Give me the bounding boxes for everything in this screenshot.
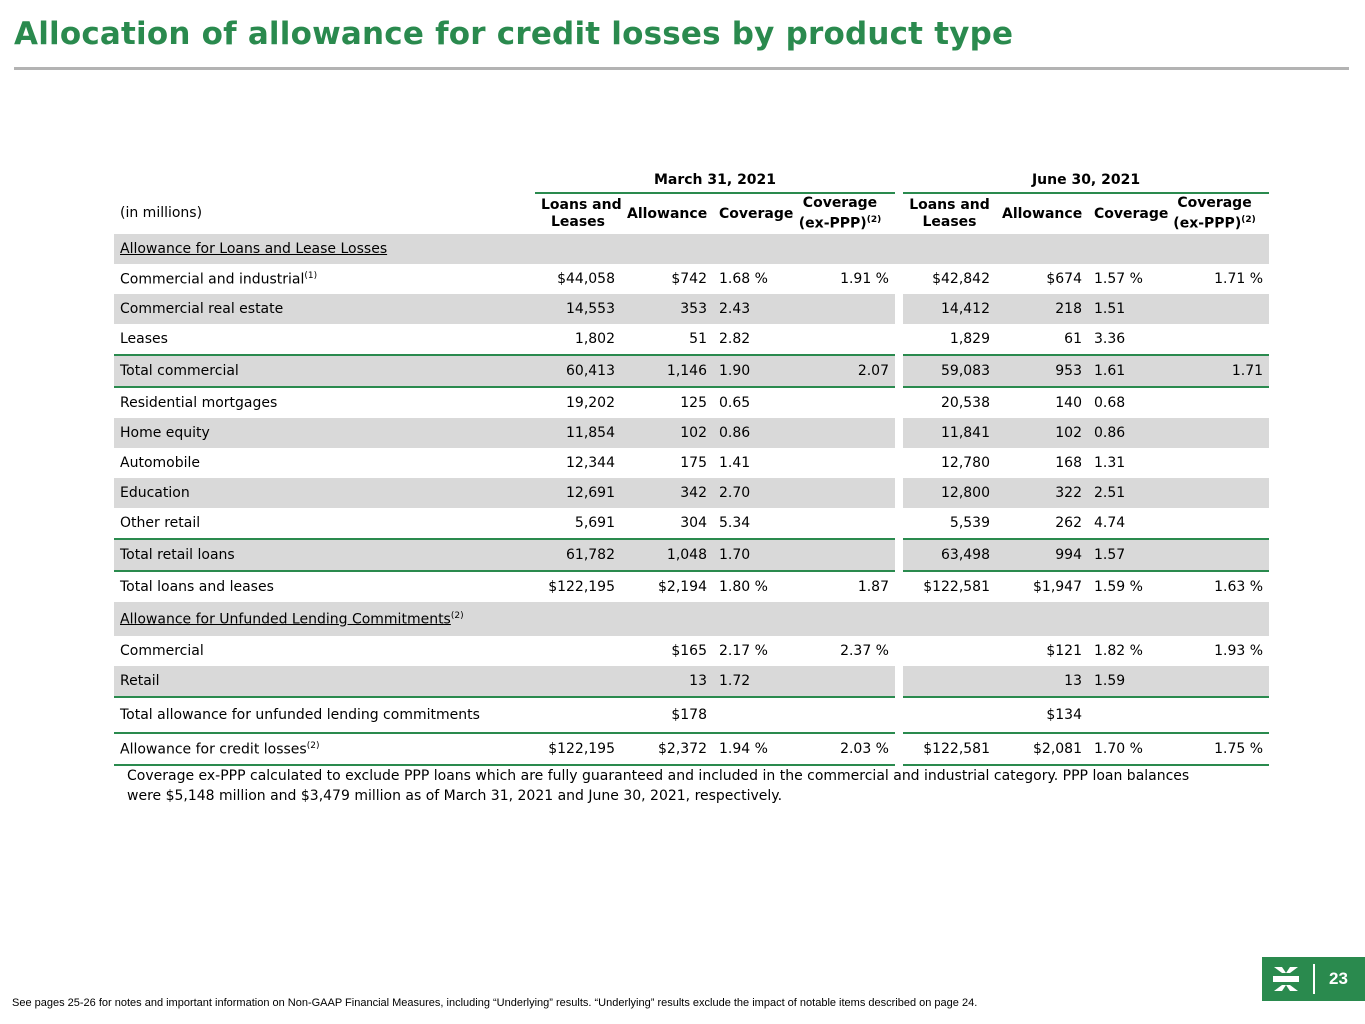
cell-coverage-ex-ppp-q2: 1.71 [1160, 355, 1269, 387]
cell-allowance-q1: 125 [680, 395, 707, 411]
cell-allowance-q2: 140 [1055, 395, 1082, 411]
table-row [114, 387, 1269, 418]
table-row [114, 418, 1269, 448]
cell-loans-q2: $122,581 [903, 571, 996, 602]
cell-coverage-q2: 1.82 % [1094, 643, 1143, 659]
cell-coverage-q2: 2.51 [1088, 478, 1160, 508]
cell-allowance-q1: 175 [680, 455, 707, 471]
cell-loans-q1: 61,782 [535, 539, 621, 571]
cell-allowance-q1: 102 [621, 418, 713, 448]
cell-loans-q2: 5,539 [949, 515, 990, 531]
section-label: Allowance for Loans and Lease Losses [120, 241, 388, 257]
cell-coverage-q2: 3.36 [1094, 331, 1126, 347]
table-row [114, 324, 1269, 355]
cell-coverage-q1: 0.65 [719, 395, 751, 411]
cell-coverage-ex-ppp-q2: 1.63 % [1160, 571, 1269, 602]
page-title: Allocation of allowance for credit losses by product type [14, 16, 1014, 52]
cell-allowance-q2: 994 [996, 539, 1088, 571]
cell-loans-q1: $44,058 [557, 271, 615, 287]
table-row [114, 294, 1269, 324]
table-row-unfunded [114, 636, 1269, 666]
cell-coverage-q2: 0.68 [1094, 395, 1126, 411]
table-row [114, 508, 1269, 539]
cell-allowance-q1: $165 [671, 643, 707, 659]
row-label: Total loans and leases [114, 571, 535, 602]
cell-coverage-q1: 2.43 [713, 294, 785, 324]
col-loans-q2: Loans and Leases [909, 197, 990, 230]
row-label: Total retail loans [114, 539, 535, 571]
table-row [114, 355, 1269, 387]
row-label: Education [114, 478, 535, 508]
cell-coverage-ex-ppp-q1 [785, 448, 895, 478]
cell-coverage-q1: 2.82 [719, 331, 751, 347]
table-row [114, 539, 1269, 571]
row-label: Leases [120, 331, 168, 347]
cell-coverage-q2: 1.59 % [1088, 571, 1160, 602]
title-divider [14, 67, 1349, 70]
row-label: Other retail [120, 515, 201, 531]
page-badge [1262, 957, 1365, 1001]
row-label: Total commercial [114, 355, 535, 387]
col-coverage-q1: Coverage [719, 205, 794, 222]
cell-coverage-q2: 1.59 [1088, 666, 1160, 697]
table-row [114, 571, 1269, 602]
column-header-row [114, 193, 1269, 234]
cell-coverage-ex-ppp-q1: 1.87 [785, 571, 895, 602]
col-coverage-ex-ppp-q2: Coverage $(ex-PPP)^{(2)}$ [1173, 195, 1256, 232]
row-label: Retail [114, 666, 535, 697]
cell-coverage-q1: 1.72 [713, 666, 785, 697]
cell-loans-q2: $42,842 [932, 271, 990, 287]
cell-allowance-q2: 168 [1055, 455, 1082, 471]
units-label: (in millions) [120, 205, 203, 221]
cell-loans-q1: 14,553 [535, 294, 621, 324]
cell-coverage-ex-ppp-q1: 1.91 % [840, 271, 889, 287]
cell-loans-q1: $122,195 [535, 571, 621, 602]
cell-coverage-ex-ppp-q2 [1160, 478, 1269, 508]
cell-coverage-q1: 1.90 [713, 355, 785, 387]
table-row [114, 264, 1269, 294]
cell-coverage-ex-ppp-q1: 2.37 % [840, 643, 889, 659]
cell-allowance-q2: $1,947 [996, 571, 1088, 602]
cell-coverage-ex-ppp-q1: 2.07 [785, 355, 895, 387]
cell-allowance-q2: 102 [996, 418, 1088, 448]
cell-loans-q1: 11,854 [535, 418, 621, 448]
cell-coverage-q2: 1.57 [1088, 539, 1160, 571]
cell-coverage-ex-ppp-q1 [785, 418, 895, 448]
cell-loans-q1: 12,691 [535, 478, 621, 508]
cell-coverage-ex-ppp-q2 [1160, 418, 1269, 448]
cell-coverage-q2: 1.31 [1094, 455, 1126, 471]
cell-allowance-q2: $121 [1046, 643, 1082, 659]
cell-loans-q2: 20,538 [941, 395, 990, 411]
cell-coverage-q1: 1.41 [719, 455, 751, 471]
row-label: Commercial [120, 643, 204, 659]
table-row [114, 478, 1269, 508]
page-number: 23 [1329, 969, 1348, 988]
cell-coverage-q1: 0.86 [713, 418, 785, 448]
cell-coverage-ex-ppp-q2 [1160, 294, 1269, 324]
cell-allowance-q1: 1,146 [621, 355, 713, 387]
row-label: Commercial and industrial$^{(1)}$ [120, 270, 318, 288]
cell-coverage-q2: 0.86 [1088, 418, 1160, 448]
cell-loans-q1: 5,691 [574, 515, 615, 531]
cell-loans-q2: 11,841 [903, 418, 996, 448]
cell-allowance-q2: 322 [996, 478, 1088, 508]
cell-allowance-q2: 953 [996, 355, 1088, 387]
section-header-unfunded: Allowance for Unfunded Lending Commitments$^{(2)}$ [114, 602, 1269, 636]
table-row-acl: Allowance for credit losses$^{(2)}$ $122,195 $2,372 1.94 % 2.03 % $122,581 $2,081 1.70 % 1.75 % [114, 733, 1269, 765]
cell-allowance-q1: 304 [680, 515, 707, 531]
footer-disclaimer: See pages 25-26 for notes and important information on Non-GAAP Financial Measures, including “Underlying” results. “Underlying” results exclude the impact of notable items described on page 24. [12, 997, 978, 1009]
cell-coverage-ex-ppp-q1 [785, 478, 895, 508]
cell-coverage-ex-ppp-q2 [1160, 539, 1269, 571]
cell-coverage-q2: 1.61 [1088, 355, 1160, 387]
cell-allowance-q2: 13 [996, 666, 1088, 697]
col-coverage-ex-ppp-q1: Coverage $(ex-PPP)^{(2)}$ [798, 195, 882, 232]
coverage-note: Coverage ex-PPP calculated to exclude PPP loans which are fully guaranteed and included in the commercial and industrial category. PPP loan balances were $5,148 million and $3,479 million as of March 31, 2021 and June 30, 2021, respectively. [127, 768, 1190, 804]
cell-allowance-q1: $742 [671, 271, 707, 287]
badge-divider [1313, 964, 1315, 994]
cell-coverage-q2: 1.51 [1088, 294, 1160, 324]
cell-coverage-ex-ppp-q1 [785, 294, 895, 324]
row-label: Residential mortgages [120, 395, 278, 411]
cell-coverage-ex-ppp-q1 [785, 387, 895, 418]
cell-loans-q2: 1,829 [949, 331, 990, 347]
cell-coverage-q2: 1.57 % [1094, 271, 1143, 287]
cell-allowance-q2: $674 [1046, 271, 1082, 287]
cell-coverage-q2: 4.74 [1094, 515, 1126, 531]
cell-loans-q1: 60,413 [535, 355, 621, 387]
cell-allowance-q1: 342 [621, 478, 713, 508]
cell-loans-q2: 12,800 [903, 478, 996, 508]
cell-allowance-q1: 13 [621, 666, 713, 697]
cell-loans-q2: 63,498 [903, 539, 996, 571]
period-header-row [114, 168, 1269, 193]
cell-allowance-q1: $2,194 [621, 571, 713, 602]
cell-allowance-q2: 218 [996, 294, 1088, 324]
cell-loans-q1: 1,802 [574, 331, 615, 347]
cell-loans-q2: 12,780 [941, 455, 990, 471]
cell-loans-q2: 59,083 [903, 355, 996, 387]
cell-coverage-ex-ppp-q2 [1160, 448, 1269, 478]
cell-allowance-q1: 51 [689, 331, 707, 347]
cell-allowance-q1: 1,048 [621, 539, 713, 571]
cell-loans-q1: 19,202 [566, 395, 615, 411]
cell-coverage-q1: 1.80 % [713, 571, 785, 602]
table-row-unfunded [114, 666, 1269, 697]
cell-coverage-ex-ppp-q2: 1.93 % [1214, 643, 1264, 659]
cell-allowance-q2: 262 [1055, 515, 1082, 531]
cell-allowance-q2: 61 [1064, 331, 1082, 347]
table-row [114, 448, 1269, 478]
cell-coverage-ex-ppp-q2: 1.71 % [1214, 271, 1264, 287]
col-coverage-q2: Coverage [1094, 205, 1169, 222]
cell-coverage-ex-ppp-q1 [785, 539, 895, 571]
cell-allowance-q1: 353 [621, 294, 713, 324]
citizens-logo-icon [1271, 964, 1301, 994]
cell-coverage-ex-ppp-q2 [1160, 324, 1269, 355]
cell-coverage-ex-ppp-q2 [1160, 508, 1269, 539]
period-q2: June 30, 2021 [903, 168, 1269, 193]
section-label: Allowance for Unfunded Lending Commitments [120, 611, 451, 628]
col-allowance-q1: Allowance [627, 205, 708, 222]
cell-loans-q2: 14,412 [903, 294, 996, 324]
col-loans-q1: Loans and Leases [541, 197, 622, 230]
cell-coverage-q1: 1.68 % [719, 271, 768, 287]
cell-coverage-ex-ppp-q2 [1160, 387, 1269, 418]
cell-coverage-ex-ppp-q1 [785, 666, 895, 697]
cell-coverage-q1: 5.34 [719, 515, 751, 531]
cell-coverage-q1: 2.17 % [719, 643, 768, 659]
period-q1: March 31, 2021 [535, 168, 895, 193]
row-label: Home equity [114, 418, 535, 448]
table-row-total-unfunded: Total allowance for unfunded lending commitments $178 $134 [114, 697, 1269, 733]
cell-coverage-ex-ppp-q1 [785, 508, 895, 539]
col-allowance-q2: Allowance [1002, 205, 1083, 222]
cell-coverage-ex-ppp-q2 [1160, 666, 1269, 697]
allowance-table [114, 168, 1269, 766]
cell-coverage-q1: 2.70 [713, 478, 785, 508]
section-header-alll [114, 234, 1269, 264]
row-label: Commercial real estate [114, 294, 535, 324]
cell-coverage-ex-ppp-q1 [785, 324, 895, 355]
cell-loans-q1: 12,344 [566, 455, 615, 471]
row-label: Automobile [120, 455, 200, 471]
cell-coverage-q1: 1.70 [713, 539, 785, 571]
